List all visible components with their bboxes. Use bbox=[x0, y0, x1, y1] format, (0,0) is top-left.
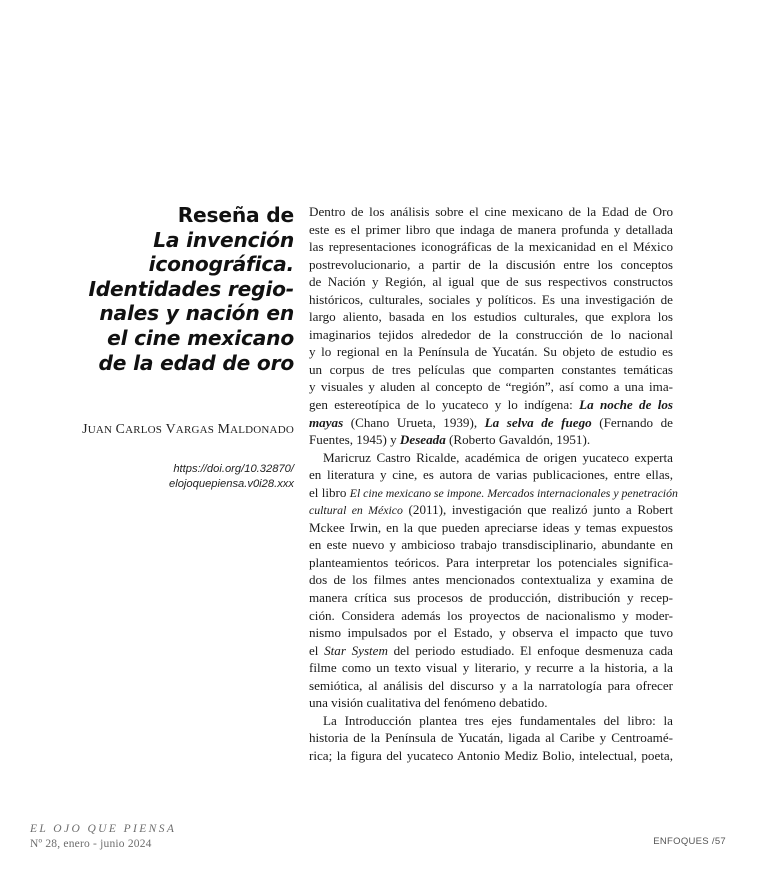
doi-line-2: elojoquepiensa.v0i28.xxx bbox=[168, 478, 294, 490]
star-system-term: Star System bbox=[324, 642, 388, 658]
body-line: La Introducción plantea tres ejes fundamentales del libro: la bbox=[323, 712, 673, 728]
doi-line-1: https://doi.org/10.32870/ bbox=[173, 463, 294, 475]
body-line: Mckee Irwin, en la que pueden apreciarse ideas y temas expuestos bbox=[309, 519, 673, 535]
title-line-6: el cine mexicano bbox=[107, 325, 294, 350]
author-initial-1: J bbox=[82, 421, 88, 436]
author-rest-1: UAN bbox=[87, 424, 113, 436]
title-line-7: de la edad de oro bbox=[98, 350, 294, 375]
author-rest-4: ALDONADO bbox=[230, 424, 294, 436]
text-run: el libro bbox=[309, 484, 350, 500]
body-line: imaginarios tejidos alrededor de la construcción de lo nacional bbox=[309, 326, 673, 342]
text-run: (Roberto Gavaldón, 1951). bbox=[445, 432, 591, 448]
body-line: y visuales y aluden al concepto de “región”, así como a una ima- bbox=[309, 379, 673, 395]
body-line: filme como un texto visual y literario, y recurre a la historia, a la bbox=[309, 660, 673, 676]
body-line: postrevolucionario, a partir de la discusión entre los conceptos bbox=[309, 256, 673, 272]
author-initial-3: V bbox=[165, 421, 176, 436]
film-title-1b: mayas bbox=[309, 414, 344, 430]
body-line: ción. Considera además los proyectos de nacionalismo y moder- bbox=[309, 607, 673, 623]
author-name bbox=[24, 421, 294, 437]
body-line: y lo regional en la Península de Yucatán. Su objeto de estudio es bbox=[309, 344, 673, 360]
body-line: Dentro de los análisis sobre el cine mexicano de la Edad de Oro bbox=[309, 204, 673, 219]
title-line-5: nales y nación en bbox=[99, 301, 294, 326]
body-line: las representaciones iconográficas de la mexicanidad en el México bbox=[309, 239, 673, 255]
title-line-4: Identidades regio- bbox=[88, 276, 294, 301]
title-line-2: La invención bbox=[153, 227, 294, 252]
book-title-b: cultural en México bbox=[309, 503, 403, 518]
body-line: Maricruz Castro Ricalde, académica de origen yucateco experta bbox=[323, 449, 673, 465]
body-line bbox=[309, 642, 673, 660]
author-rest-3: ARGAS bbox=[175, 424, 215, 436]
body-line: en este nuevo y ambicioso trabajo transdisciplinario, abundante en bbox=[309, 537, 673, 553]
film-title-3: Deseada bbox=[399, 432, 446, 448]
review-title bbox=[34, 203, 294, 375]
author-rest-2: ARLOS bbox=[125, 424, 163, 436]
body-line: en literatura y cine, es autora de varias publicaciones, entre ellas, bbox=[309, 467, 673, 483]
body-line: una visión cualitativa del fenómeno debatido. bbox=[309, 695, 548, 711]
body-line: semiótica, al análisis del discurso y a la narratología para ofrecer bbox=[309, 677, 673, 693]
body-line: nismo impulsados por el Estado, y observa el impacto que tuvo bbox=[309, 625, 673, 641]
doi-link[interactable] bbox=[94, 462, 294, 492]
body-line: rica; la figura del yucateco Antonio Mediz Bolio, intelectual, poeta, bbox=[309, 747, 673, 763]
author-initial-2: C bbox=[115, 421, 126, 436]
film-title-1a: La noche de los bbox=[579, 397, 673, 413]
body-line bbox=[309, 484, 678, 502]
text-run: (Fernando de bbox=[591, 414, 673, 430]
title-line-1: Reseña de bbox=[177, 203, 294, 227]
text-run: (Chano Urueta, 1939), bbox=[343, 414, 485, 430]
body-line bbox=[309, 431, 673, 449]
magazine-name: EL OJO QUE PIENSA bbox=[30, 823, 177, 835]
issue-info: Nº 28, enero - junio 2024 bbox=[30, 838, 152, 850]
journal-footer bbox=[30, 822, 176, 852]
body-line: largo aliento, basada en los estudios culturales, que explora los bbox=[309, 309, 673, 325]
body-line: historia de la Península de Yucatán, ligada al Caribe y Centroamé- bbox=[309, 730, 673, 746]
body-line: históricos, culturales, sociales y políticos. Es una investigación de bbox=[309, 291, 673, 307]
body-line bbox=[309, 414, 673, 432]
body-line: de Nación y Región, al igual que de sus respectivos constructos bbox=[309, 274, 673, 290]
body-line: dos de los filmes antes mencionados contextualiza y examina de bbox=[309, 572, 673, 588]
title-line-3: iconográfica. bbox=[148, 252, 294, 277]
body-line bbox=[309, 396, 673, 414]
section-page-number: ENFOQUES /57 bbox=[653, 836, 726, 847]
body-line: planteamientos teóricos. Para interpretar los potenciales significa- bbox=[309, 554, 673, 570]
text-run: del periodo estudiado. El enfoque desmenuza cada bbox=[387, 642, 673, 658]
text-run: el bbox=[309, 642, 325, 658]
article-body bbox=[309, 203, 678, 765]
text-run: Fuentes, 1945) y bbox=[309, 432, 400, 448]
body-line: manera crítica sus procesos de producción, distribución y recep- bbox=[309, 590, 673, 606]
author-initial-4: M bbox=[217, 421, 231, 436]
text-run: gen estereotípica de lo yucateco y lo indígena: bbox=[309, 397, 580, 413]
film-title-2: La selva de fuego bbox=[484, 414, 592, 430]
body-line bbox=[309, 501, 673, 519]
body-line: este es el primer libro que indaga de manera profunda y detallada bbox=[309, 221, 673, 237]
book-title-a: El cine mexicano se impone. Mercados internacionales y penetración bbox=[349, 485, 678, 500]
body-line: un corpus de tres películas que comparten constantes temáticas bbox=[309, 361, 673, 377]
text-run: (2011), investigación que realizó junto a Robert bbox=[402, 502, 673, 518]
